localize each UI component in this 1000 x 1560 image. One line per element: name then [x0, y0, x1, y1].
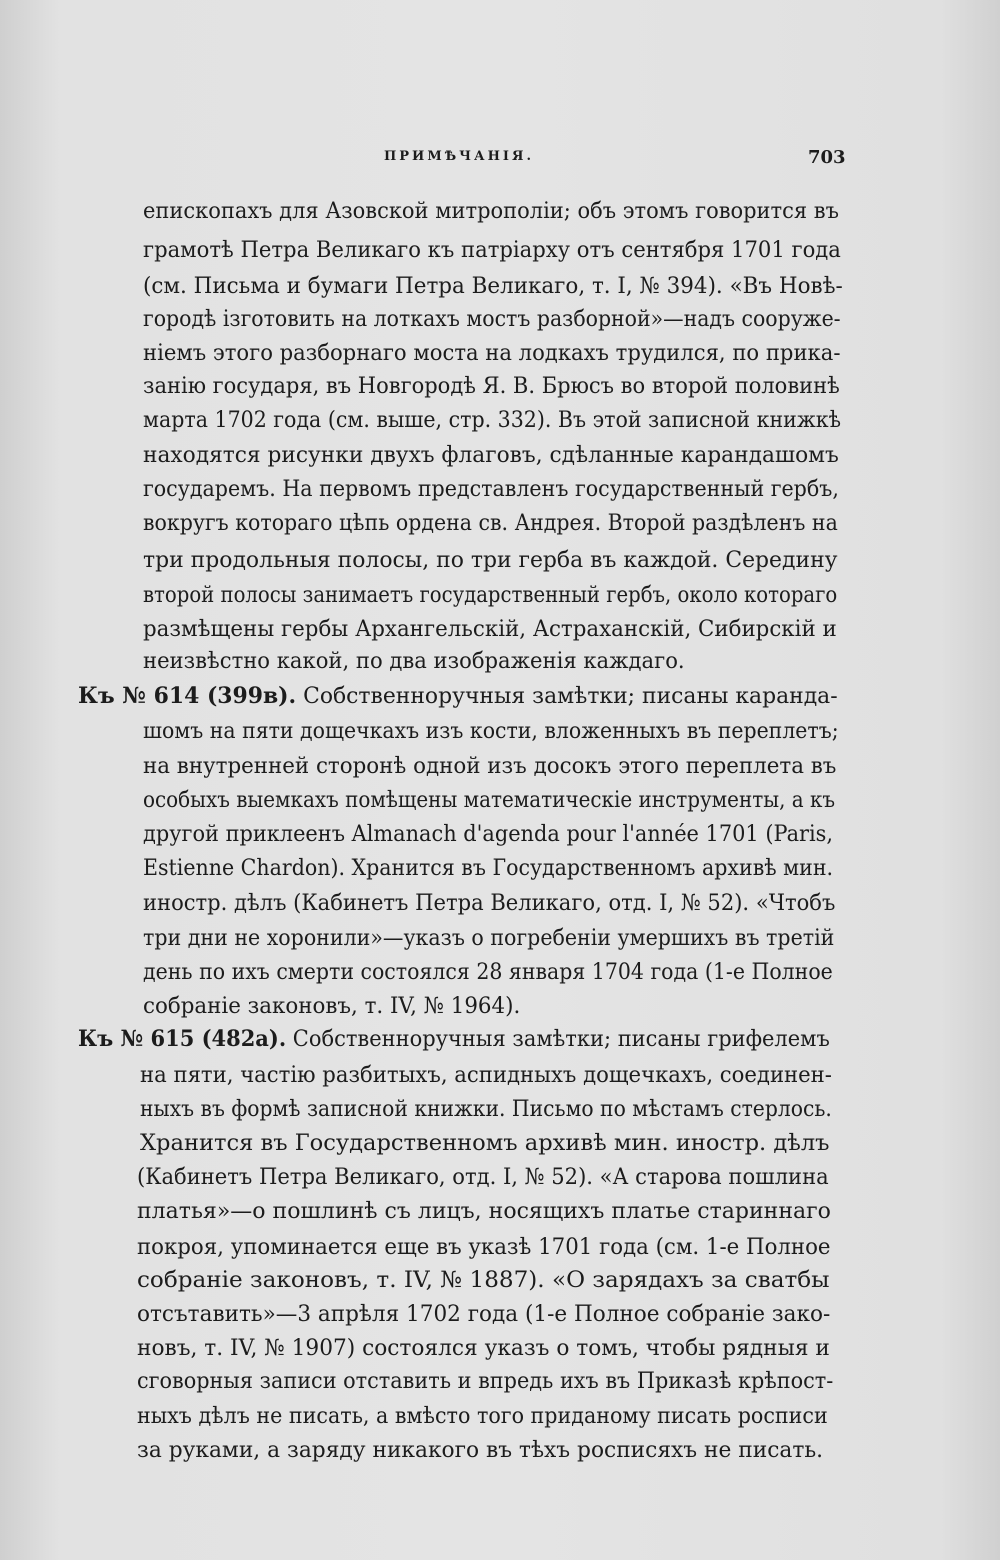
- text-line: занію государя, въ Новгородѣ Я. В. Брюсъ во второй половинѣ: [143, 373, 840, 399]
- text-line: марта 1702 года (см. выше, стр. 332). Въ этой записной книжкѣ: [143, 407, 841, 433]
- text-line: неизвѣстно какой, по два изображенія каждаго.: [143, 648, 685, 674]
- text-line: находятся рисунки двухъ флаговъ, сдѣланные карандашомъ: [143, 442, 839, 468]
- text-line: (Кабинетъ Петра Великаго, отд. I, № 52). «А старова пошлина: [137, 1164, 829, 1190]
- note-text: Собственноручныя замѣтки; писаны грифелемъ: [286, 1026, 830, 1052]
- text-line: покроя, упоминается еще въ указѣ 1701 года (см. 1-е Полное: [137, 1234, 831, 1260]
- text-line: грамотѣ Петра Великаго къ патріарху отъ сентября 1701 года: [143, 237, 841, 263]
- text-line: Хранится въ Государственномъ архивѣ мин. иностр. дѣлъ: [140, 1130, 830, 1156]
- text-line: второй полосы занимаетъ государственный гербъ, около котораго: [143, 582, 838, 608]
- text-line-first: [78, 681, 838, 711]
- text-line: новъ, т. IV, № 1907) состоялся указъ о томъ, чтобы рядныя и: [137, 1335, 830, 1361]
- text-line: вокругъ котораго цѣпь ордена св. Андрея. Второй раздѣленъ на: [143, 510, 838, 536]
- text-line: иностр. дѣлъ (Кабинетъ Петра Великаго, отд. I, № 52). «Чтобъ: [143, 890, 836, 916]
- text-line: размѣщены гербы Архангельскій, Астраханскій, Сибирскій и: [143, 616, 837, 642]
- text-line: епископахъ для Азовской митрополіи; объ этомъ говорится въ: [143, 198, 839, 224]
- text-line: шомъ на пяти дощечкахъ изъ кости, вложенныхъ въ переплетъ;: [143, 718, 839, 744]
- text-line-first: [78, 1024, 830, 1054]
- text-line: сговорныя записи отставить и впредь ихъ въ Приказѣ крѣпост-: [137, 1368, 834, 1394]
- text-line: другой приклеенъ Almanach d'agenda pour l'année 1701 (Paris,: [143, 821, 834, 847]
- text-line: три дни не хоронили»—указъ о погребеніи умершихъ въ третій: [143, 925, 835, 951]
- text-line: Estienne Chardon). Хранится въ Государственномъ архивѣ мин.: [143, 855, 834, 881]
- running-title: ПРИМѢЧАНІЯ.: [384, 149, 534, 164]
- text-line: день по ихъ смерти состоялся 28 января 1704 года (1-е Полное: [143, 959, 833, 985]
- text-line: платья»—о пошлинѣ съ лицъ, носящихъ платье стариннаго: [137, 1198, 831, 1224]
- note-lead-614: Къ № 614 (399в).: [78, 683, 297, 709]
- text-line: на пяти, частію разбитыхъ, аспидныхъ дощечкахъ, соединен-: [140, 1062, 832, 1088]
- text-line: собраніе законовъ, т. IV, № 1964).: [143, 993, 521, 1019]
- text-line: на внутренней сторонѣ одной изъ досокъ этого переплета въ: [143, 753, 837, 779]
- note-lead-615: Къ № 615 (482а).: [78, 1026, 287, 1052]
- text-line: городѣ ізготовить на лоткахъ мостъ разборной»—надъ сооруже-: [143, 306, 841, 332]
- text-line: ніемъ этого разборнаго моста на лодкахъ трудился, по прика-: [143, 340, 841, 366]
- text-line: ныхъ дѣлъ не писать, а вмѣсто того приданому писать росписи: [137, 1403, 828, 1429]
- text-line: (см. Письма и бумаги Петра Великаго, т. I, № 394). «Въ Новѣ-: [143, 273, 843, 299]
- text-line: собраніе законовъ, т. IV, № 1887). «О зарядахъ за сватбы: [137, 1267, 830, 1293]
- text-line: отсътавить»—3 апрѣля 1702 года (1-е Полное собраніе зако-: [137, 1301, 831, 1327]
- note-text: Собственноручныя замѣтки; писаны каранда-: [296, 683, 838, 709]
- text-line: ныхъ въ формѣ записной книжки. Письмо по мѣстамъ стерлось.: [140, 1096, 832, 1122]
- text-line: три продольныя полосы, по три герба въ каждой. Середину: [143, 547, 838, 573]
- page-number: 703: [808, 147, 846, 168]
- text-line: особыхъ выемкахъ помѣщены математическіе инструменты, а къ: [143, 787, 836, 813]
- text-line: за руками, а заряду никакого въ тѣхъ росписяхъ не писать.: [137, 1437, 824, 1463]
- text-line: государемъ. На первомъ представленъ государственный гербъ,: [143, 476, 839, 502]
